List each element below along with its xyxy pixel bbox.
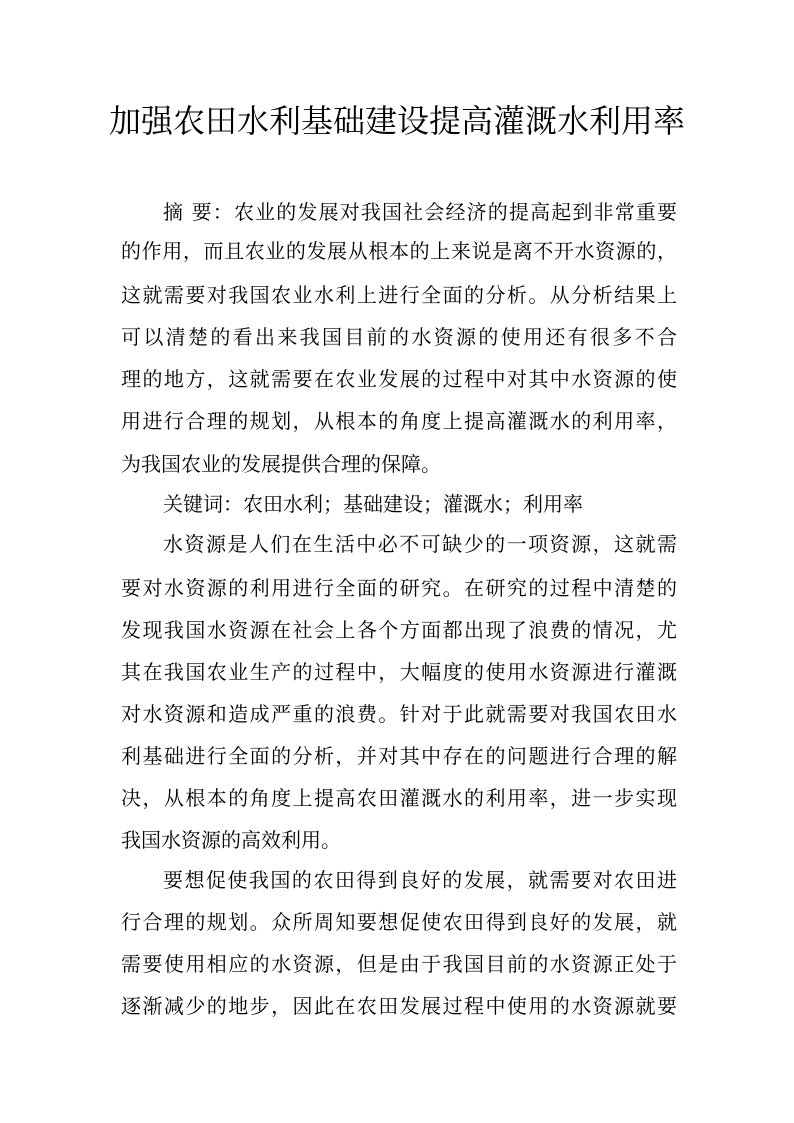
body-line: 要想促使我国的农田得到良好的发展，就需要对农田进 xyxy=(163,868,677,892)
body-line: 发现我国水资源在社会上各个方面都出现了浪费的情况，尤 xyxy=(121,618,677,642)
abstract-line: 理的地方，这就需要在农业发展的过程中对其中水资源的使 xyxy=(121,367,677,391)
abstract-line: 这就需要对我国农业水利上进行全面的分析。从分析结果上 xyxy=(121,283,677,307)
keywords-line: 关键词：农田水利；基础建设；灌溉水；利用率 xyxy=(163,492,583,516)
abstract-line: 为我国农业的发展提供合理的保障。 xyxy=(121,452,441,476)
body-line: 逐渐减少的地步，因此在农田发展过程中使用的水资源就要 xyxy=(121,994,677,1018)
abstract-line: 摘 要：农业的发展对我国社会经济的提高起到非常重要 xyxy=(163,200,677,224)
abstract-line: 可以清楚的看出来我国目前的水资源的使用还有很多不合 xyxy=(121,325,677,349)
body-line: 其在我国农业生产的过程中，大幅度的使用水资源进行灌溉 xyxy=(121,660,677,684)
body-line: 利基础进行全面的分析，并对其中存在的问题进行合理的解 xyxy=(121,744,677,768)
body-line: 需要使用相应的水资源，但是由于我国目前的水资源正处于 xyxy=(121,952,677,976)
body-line: 决，从根本的角度上提高农田灌溉水的利用率，进一步实现 xyxy=(121,786,677,810)
abstract-line: 用进行合理的规划，从根本的角度上提高灌溉水的利用率， xyxy=(121,409,677,433)
body-line: 对水资源和造成严重的浪费。针对于此就需要对我国农田水 xyxy=(121,702,677,726)
body-line: 行合理的规划。众所周知要想促使农田得到良好的发展，就 xyxy=(121,910,677,934)
body-line: 水资源是人们在生活中必不可缺少的一项资源，这就需 xyxy=(163,532,677,556)
body-line: 我国水资源的高效利用。 xyxy=(121,828,341,852)
abstract-line: 的作用，而且农业的发展从根本的上来说是离不开水资源的， xyxy=(121,239,677,263)
document-title: 加强农田水利基础建设提高灌溉水利用率 xyxy=(108,102,685,140)
body-line: 要对水资源的利用进行全面的研究。在研究的过程中清楚的 xyxy=(121,576,677,600)
